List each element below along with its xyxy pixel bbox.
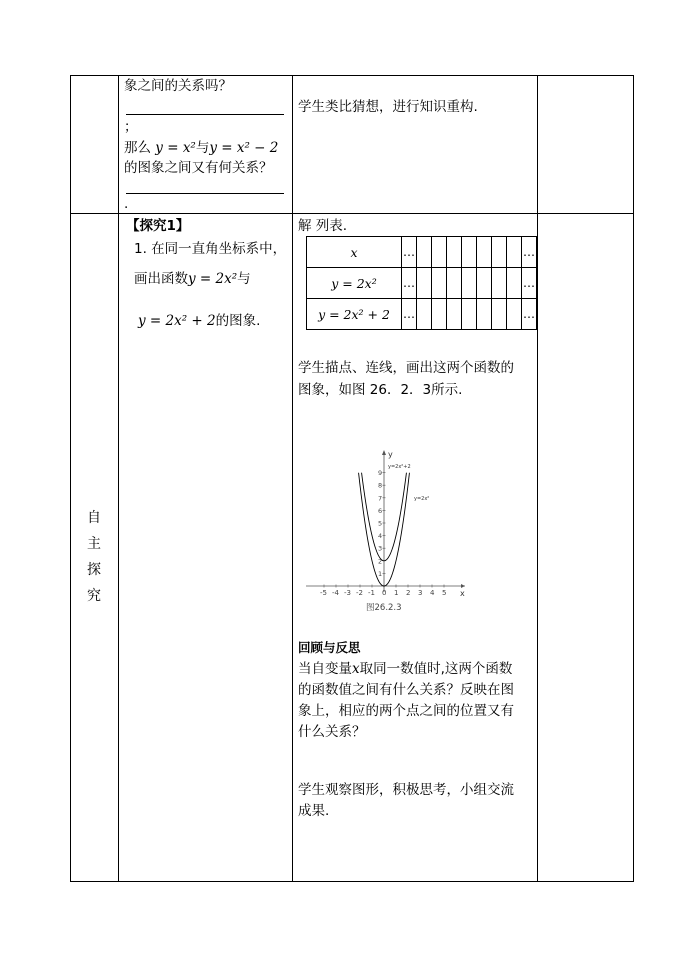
curve-label-upper: y=2x²+2 (388, 464, 411, 470)
explore-line2 (134, 269, 251, 289)
x-tick-label: -5 (320, 589, 327, 597)
y-axis-arrow (382, 450, 386, 455)
y-tick-label: 7 (378, 494, 383, 503)
table-cell (432, 268, 447, 299)
x-tick-label: 1 (394, 589, 399, 597)
reflection-line1-prefix: 当自变量 (298, 661, 352, 677)
table-cell (492, 237, 507, 268)
top-left-line4: 的图象之间又有何关系？ (124, 160, 273, 176)
explore-heading: 【探究1】 (126, 218, 190, 234)
x-tick-label: -1 (368, 589, 375, 597)
y-tick-label: 5 (378, 519, 383, 528)
blank-period: . (124, 196, 129, 212)
answer-blank-2 (126, 193, 284, 194)
table-cell (477, 299, 492, 330)
value-table (306, 236, 537, 330)
table-row (307, 268, 537, 299)
x-axis-label: x (460, 589, 465, 598)
curve-label-lower: y=2x² (414, 496, 430, 502)
table-row-divider (70, 213, 634, 214)
table-cell (462, 299, 477, 330)
cell-ellipsis: … (402, 299, 417, 330)
table-cell (417, 268, 432, 299)
explore-line3 (138, 311, 260, 331)
table-border-col1 (118, 75, 119, 882)
reflection-line2: 的函数值之间有什么关系？反映在图 (298, 682, 514, 698)
y-tick-label: 1 (378, 569, 383, 578)
section-label-4: 究 (87, 588, 101, 604)
reflection-line1 (298, 659, 512, 679)
figure-caption: 图26.2.3 (366, 603, 402, 613)
table-cell (447, 268, 462, 299)
explore-line2-prefix: 画出函数 (134, 271, 188, 287)
cell-ellipsis: … (402, 268, 417, 299)
table-border-col2 (292, 75, 293, 882)
formula-a: y = x² (155, 140, 196, 156)
table-border-col3 (537, 75, 538, 882)
table-cell (507, 268, 522, 299)
table-row (307, 299, 537, 330)
plot-text-1: 学生描点、连线，画出这两个函数的 (298, 360, 514, 376)
table-cell (432, 237, 447, 268)
table-cell (417, 299, 432, 330)
prefix-text: 那么 (124, 140, 151, 156)
explore-line1: 1. 在同一直角坐标系中， (134, 241, 287, 257)
top-left-line1: 象之间的关系吗？ (124, 78, 232, 94)
y-tick-label: 3 (378, 544, 383, 553)
table-cell (462, 237, 477, 268)
row-label-x: x (307, 237, 402, 268)
cell-ellipsis: … (402, 237, 417, 268)
reflection-heading: 回顾与反思 (298, 640, 361, 655)
table-border-bottom (70, 881, 634, 882)
table-cell (507, 237, 522, 268)
x-tick-label: 0 (382, 589, 387, 597)
y-tick-label: 8 (378, 481, 383, 490)
x-tick-label: 5 (442, 589, 447, 597)
table-border-right (633, 75, 634, 882)
answer-blank-1 (126, 114, 284, 115)
reflection-line3: 象上，相应的两个点之间的位置又有 (298, 703, 514, 719)
x-tick-label: -2 (356, 589, 363, 597)
explore-line3-suffix: 的图象. (215, 313, 261, 329)
x-tick-label: -3 (344, 589, 351, 597)
parabola-figure (300, 448, 470, 618)
y-tick-label: 4 (378, 532, 383, 541)
x-tick-label: 2 (406, 589, 411, 597)
cell-ellipsis: … (522, 299, 537, 330)
y-tick-label: 9 (378, 469, 383, 478)
reflection-line1-suffix: 取同一数值时,这两个函数 (359, 661, 513, 677)
table-cell (432, 299, 447, 330)
connector-text: 与 (195, 140, 210, 156)
section-label-1: 自 (87, 510, 101, 526)
table-cell (507, 299, 522, 330)
top-left-line3 (124, 138, 278, 158)
table-cell (447, 237, 462, 268)
row-label-y2: y = 2x² + 2 (307, 299, 402, 330)
explore-line2-suffix: 与 (237, 271, 251, 287)
plot-text-2: 图象，如图 26．2．3所示. (298, 382, 463, 398)
observe-line2: 成果. (298, 803, 330, 819)
table-cell (477, 268, 492, 299)
table-cell (492, 299, 507, 330)
table-cell (492, 268, 507, 299)
reflection-variable: x (352, 661, 360, 677)
blank-semicolon: ； (124, 119, 138, 135)
table-cell (477, 237, 492, 268)
explore-formula-1: y = 2x² (188, 271, 238, 287)
x-axis-arrow (461, 584, 465, 588)
table-cell (417, 237, 432, 268)
y-tick-label: 6 (378, 506, 383, 515)
y-axis-label: y (388, 450, 393, 459)
reflection-line4: 什么关系？ (298, 724, 366, 740)
solution-heading: 解 列表. (298, 218, 348, 234)
formula-b: y = x² − 2 (209, 140, 279, 156)
observe-line1: 学生观察图形，积极思考，小组交流 (298, 782, 514, 798)
row-label-y1: y = 2x² (307, 268, 402, 299)
table-row (307, 237, 537, 268)
section-label-2: 主 (87, 536, 101, 552)
explore-formula-2: y = 2x² + 2 (138, 313, 216, 329)
cell-ellipsis: … (522, 268, 537, 299)
x-tick-label: 3 (418, 589, 423, 597)
section-label-3: 探 (87, 562, 101, 578)
table-cell (462, 268, 477, 299)
x-tick-label: -4 (332, 589, 339, 597)
x-tick-label: 4 (430, 589, 435, 597)
y-tick-label: 2 (378, 557, 383, 566)
table-border-left (70, 75, 71, 882)
top-right-text: 学生类比猜想，进行知识重构. (298, 99, 478, 115)
table-cell (447, 299, 462, 330)
cell-ellipsis: … (522, 237, 537, 268)
